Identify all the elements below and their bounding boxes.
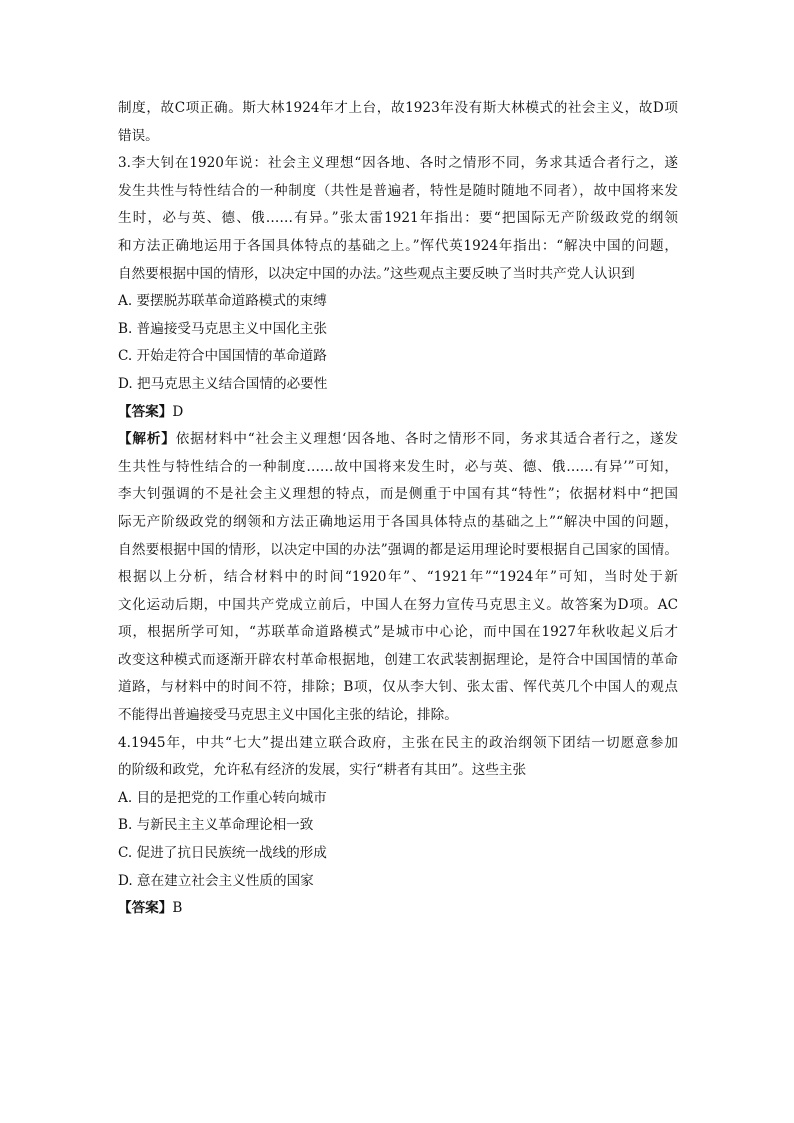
analysis-line: 文化运动后期，中国共产党成立前后，中国人在努力宣传马克思主义。故答案为D项。AC xyxy=(118,596,678,613)
analysis-text: 依据材料中“社会主义理想‘因各地、各时之情形不同，务求其适合者行之，遂发 xyxy=(175,431,678,448)
text-line: 制度，故C项正确。斯大林1924年才上台，故1923年没有斯大林模式的社会主义，故D项 xyxy=(118,100,678,116)
analysis-tag: 【解析】 xyxy=(118,431,176,448)
analysis-line: 改变这种模式而逐渐开辟农村革命根据地，创建工农武装割据理论，是符合中国国情的革命 xyxy=(118,651,678,668)
question-stem-line: 3.李大钊在1920年说：社会主义理想“因各地、各时之情形不同，务求其适合者行之，遂 xyxy=(118,155,678,172)
analysis-line: 李大钊强调的不是社会主义理想的特点，而是侧重于中国有其“特性”；依据材料中“把国 xyxy=(118,486,678,503)
question-stem-line: 生时，必与英、德、俄……有异。”张太雷1921年指出：要“把国际无产阶级政党的纲领 xyxy=(118,210,678,227)
question-stem-line: 和方法正确地运用于各国具体特点的基础之上。”恽代英1924年指出：“解决中国的问题， xyxy=(118,237,678,254)
question-stem-line: 自然要根据中国的情形，以决定中国的办法。”这些观点主要反映了当时共产党人认识到 xyxy=(118,265,635,282)
analysis-line: 项，根据所学可知，“苏联革命道路模式”是城市中心论，而中国在1927年秋收起义后才 xyxy=(118,624,678,641)
option-d: D. 意在建立社会主义性质的国家 xyxy=(118,872,314,889)
analysis-line: 道路，与材料中的时间不符，排除；B项，仅从李大钊、张太雷、恽代英几个中国人的观点 xyxy=(118,679,678,696)
analysis-line: 不能得出普遍接受马克思主义中国化主张的结论，排除。 xyxy=(118,707,458,724)
analysis-line: 自然要根据中国的情形，以决定中国的办法”强调的都是运用理论时要根据自己国家的国情。 xyxy=(118,541,678,558)
question-stem-line: 发生共性与特性结合的一种制度（共性是普遍者，特性是随时随地不同者），故中国将来发 xyxy=(118,182,678,199)
option-b: B. 普遍接受马克思主义中国化主张 xyxy=(118,320,327,337)
question-3 xyxy=(118,150,678,729)
analysis-line: 际无产阶级政党的纲领和方法正确地运用于各国具体特点的基础之上”“解决中国的问题， xyxy=(118,513,678,530)
answer-tag: 【答案】 xyxy=(118,900,173,917)
text-line: 错误。 xyxy=(118,127,159,144)
previous-explanation xyxy=(118,95,678,150)
option-a: A. 目的是把党的工作重心转向城市 xyxy=(118,789,327,806)
analysis-line xyxy=(118,426,678,454)
analysis-line: 根据以上分析，结合材料中的时间“1920年”、“1921年”“1924年”可知，当时处于新 xyxy=(118,569,678,586)
option-a: A. 要摆脱苏联革命道路模式的束缚 xyxy=(118,293,327,310)
option-d: D. 把马克思主义结合国情的必要性 xyxy=(118,375,328,392)
question-stem-line: 4.1945年，中共“七大”提出建立联合政府，主张在民主的政治纲领下团结一切愿意参加 xyxy=(118,734,678,751)
option-c: C. 促进了抗日民族统一战线的形成 xyxy=(118,845,327,862)
question-stem-line: 的阶级和政党，允许私有经济的发展，实行“耕者有其田”。这些主张 xyxy=(118,762,527,779)
option-b: B. 与新民主主义革命理论相一致 xyxy=(118,817,314,834)
question-4 xyxy=(118,730,678,923)
document-page xyxy=(118,95,678,923)
answer-tag: 【答案】 xyxy=(118,403,173,420)
option-c: C. 开始走符合中国国情的革命道路 xyxy=(118,348,327,365)
answer-line xyxy=(118,895,678,923)
answer-line xyxy=(118,399,678,427)
answer-value: B xyxy=(172,900,183,917)
answer-value: D xyxy=(172,403,184,420)
analysis-line: 生共性与特性结合的一种制度……故中国将来发生时，必与英、德、俄……有异’”可知， xyxy=(118,458,678,475)
